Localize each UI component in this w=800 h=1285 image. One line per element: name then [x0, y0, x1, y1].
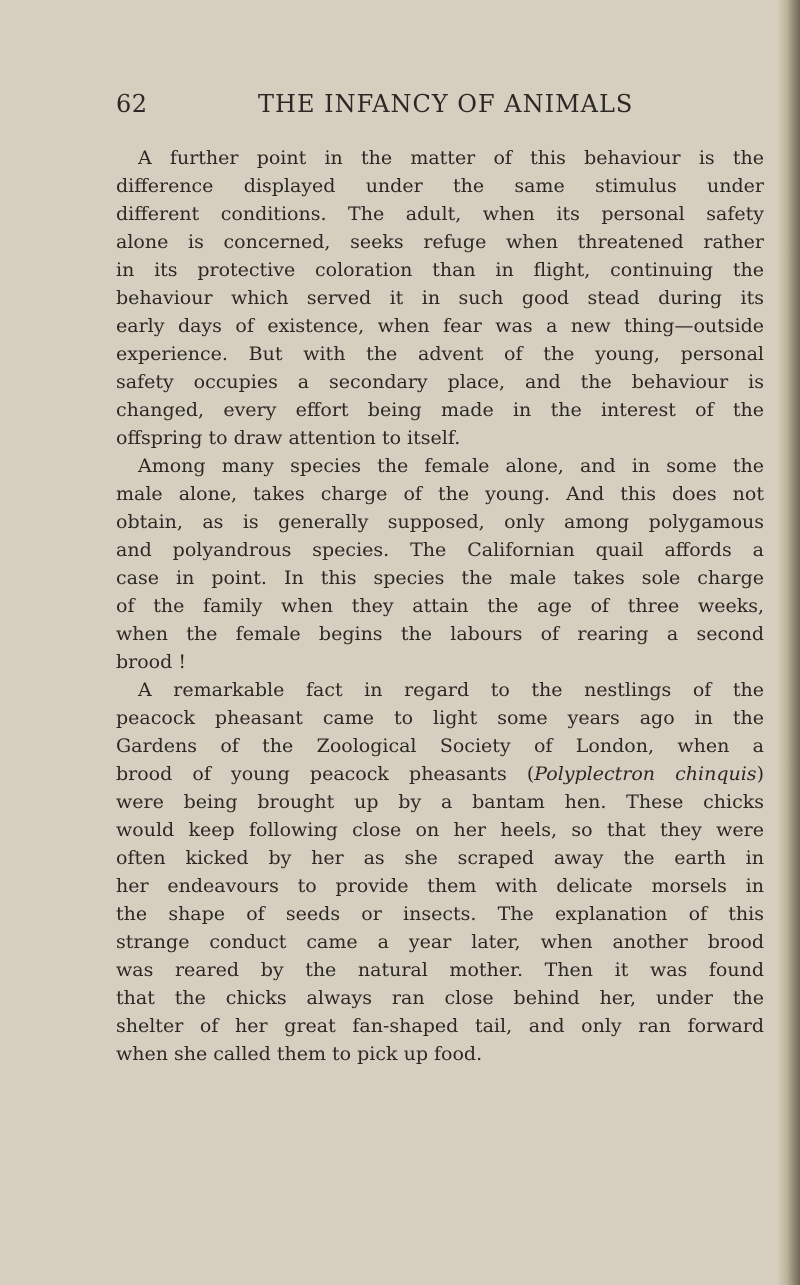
- text-line: changed, every effort being made in the interest of the: [116, 399, 764, 421]
- text-line: different conditions. The adult, when its personal safety: [116, 203, 764, 225]
- text-line: were being brought up by a bantam hen. These chicks: [116, 791, 764, 813]
- text-line: shelter of her great fan-shaped tail, and only ran forward: [116, 1015, 764, 1037]
- text-line: A remarkable fact in regard to the nestlings of the: [138, 679, 764, 701]
- text-segment: brood of young peacock pheasants (: [116, 763, 535, 785]
- text-line: obtain, as is generally supposed, only among polygamous: [116, 511, 764, 533]
- text-line: behaviour which served it in such good stead during its: [116, 287, 764, 309]
- text-line: brood !: [116, 651, 186, 673]
- text-line: and polyandrous species. The Californian quail affords a: [116, 539, 764, 561]
- text-line: her endeavours to provide them with delicate morsels in: [116, 875, 764, 897]
- text-line: when she called them to pick up food.: [116, 1043, 483, 1065]
- text-line: would keep following close on her heels, so that they were: [116, 819, 764, 841]
- paragraph: [116, 452, 764, 676]
- paragraph: [116, 676, 764, 1068]
- text-line: safety occupies a secondary place, and the behaviour is: [116, 371, 764, 393]
- page-edge-shadow: [778, 0, 800, 1285]
- page-header: [116, 88, 646, 128]
- text-line: was reared by the natural mother. Then it was found: [116, 959, 764, 981]
- text-line: Gardens of the Zoological Society of London, when a: [116, 735, 764, 757]
- text-line: that the chicks always ran close behind her, under the: [116, 987, 764, 1009]
- page-number: 62: [116, 90, 148, 118]
- text-line: peacock pheasant came to light some years ago in the: [116, 707, 764, 729]
- text-line: the shape of seeds or insects. The explanation of this: [116, 903, 764, 925]
- paragraph: [116, 144, 764, 452]
- text-line: alone is concerned, seeks refuge when threatened rather: [116, 231, 764, 253]
- text-line: often kicked by her as she scraped away the earth in: [116, 847, 764, 869]
- text-line: strange conduct came a year later, when another brood: [116, 931, 764, 953]
- text-line: case in point. In this species the male takes sole charge: [116, 567, 764, 589]
- body-text: [116, 144, 764, 1068]
- text-line: A further point in the matter of this behaviour is the: [138, 147, 764, 169]
- text-line: offspring to draw attention to itself.: [116, 427, 461, 449]
- text-line: in its protective coloration than in flight, continuing the: [116, 259, 764, 281]
- text-line: of the family when they attain the age of three weeks,: [116, 595, 764, 617]
- text-line: when the female begins the labours of rearing a second: [116, 623, 764, 645]
- text-line: experience. But with the advent of the young, personal: [116, 343, 764, 365]
- running-title: THE INFANCY OF ANIMALS: [258, 90, 634, 118]
- text-segment: ): [756, 763, 764, 785]
- text-line: male alone, takes charge of the young. And this does not: [116, 483, 764, 505]
- text-line: Among many species the female alone, and in some the: [138, 455, 764, 477]
- text-line: early days of existence, when fear was a new thing—outside: [116, 315, 764, 337]
- text-line-with-species-name: [116, 760, 764, 788]
- text-line: difference displayed under the same stimulus under: [116, 175, 764, 197]
- species-name: Polyplectron chinquis: [534, 763, 757, 785]
